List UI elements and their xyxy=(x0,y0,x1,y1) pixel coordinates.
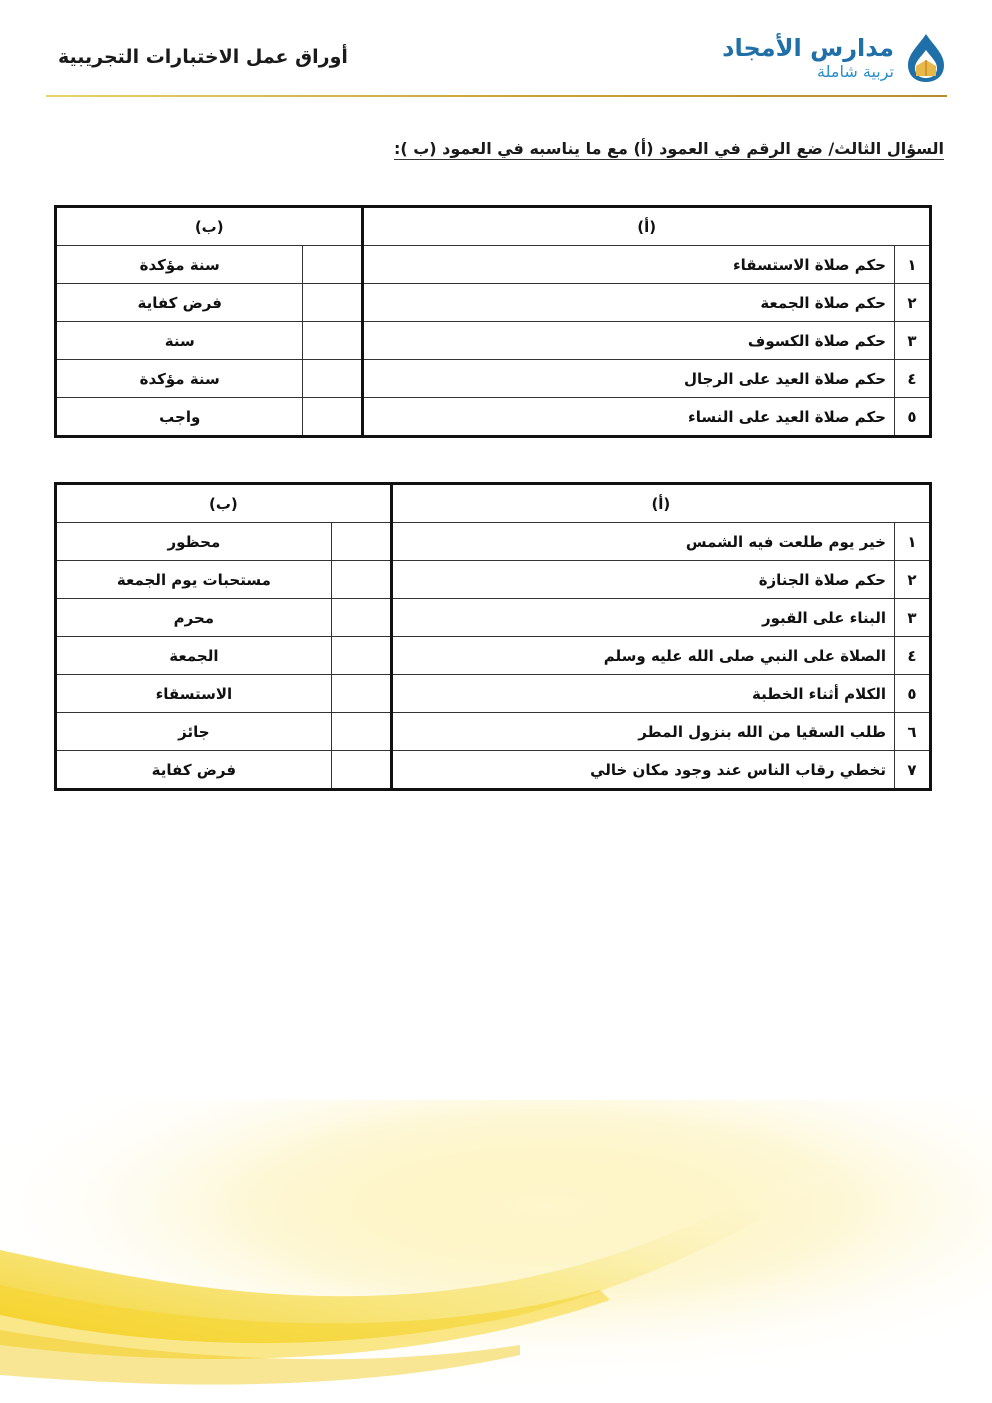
logo-main-text: مدارس الأمجاد xyxy=(722,34,894,62)
answer-blank[interactable] xyxy=(303,284,363,322)
table-row xyxy=(56,675,931,713)
table-row xyxy=(56,322,931,360)
column-b-cell: الاستسقاء xyxy=(56,675,332,713)
column-a-cell: خير يوم طلعت فيه الشمس xyxy=(391,523,894,561)
matching-table-2 xyxy=(54,482,932,791)
column-a-cell: الكلام أثناء الخطبة xyxy=(391,675,894,713)
row-number: ١ xyxy=(895,523,931,561)
matching-table-1 xyxy=(54,205,932,438)
column-a-cell: حكم صلاة العيد على الرجال xyxy=(363,360,895,398)
answer-blank[interactable] xyxy=(303,360,363,398)
column-b-cell: مستحبات يوم الجمعة xyxy=(56,561,332,599)
column-b-cell: فرض كفاية xyxy=(56,751,332,790)
column-a-cell: حكم صلاة العيد على النساء xyxy=(363,398,895,437)
answer-blank[interactable] xyxy=(303,246,363,284)
row-number: ١ xyxy=(895,246,931,284)
table-row xyxy=(56,246,931,284)
column-b-cell: محظور xyxy=(56,523,332,561)
row-number: ٣ xyxy=(895,599,931,637)
table-row xyxy=(56,284,931,322)
row-number: ٤ xyxy=(895,360,931,398)
table-row xyxy=(56,398,931,437)
column-a-cell: طلب السقيا من الله بنزول المطر xyxy=(391,713,894,751)
column-b-header: (ب) xyxy=(56,207,363,246)
table-row xyxy=(56,523,931,561)
header-divider xyxy=(46,95,947,97)
column-a-cell: الصلاة على النبي صلى الله عليه وسلم xyxy=(391,637,894,675)
table-row xyxy=(56,360,931,398)
row-number: ٥ xyxy=(895,675,931,713)
table-row xyxy=(56,713,931,751)
decorative-light-streak xyxy=(0,1100,992,1403)
column-b-cell: سنة مؤكدة xyxy=(56,246,303,284)
column-a-cell: البناء على القبور xyxy=(391,599,894,637)
logo-sub-text: تربية شاملة xyxy=(817,62,894,82)
answer-blank[interactable] xyxy=(331,523,391,561)
answer-blank[interactable] xyxy=(331,599,391,637)
answer-blank[interactable] xyxy=(331,637,391,675)
row-number: ٥ xyxy=(895,398,931,437)
column-a-header: (أ) xyxy=(363,207,931,246)
column-b-cell: جائز xyxy=(56,713,332,751)
column-b-cell: سنة xyxy=(56,322,303,360)
row-number: ٢ xyxy=(895,561,931,599)
row-number: ٧ xyxy=(895,751,931,790)
column-b-cell: سنة مؤكدة xyxy=(56,360,303,398)
answer-blank[interactable] xyxy=(331,675,391,713)
table-row xyxy=(56,751,931,790)
table-header-row xyxy=(56,484,931,523)
question-heading: السؤال الثالث/ ضع الرقم في العمود (أ) مع ما يناسبه في العمود (ب ): xyxy=(393,139,944,158)
row-number: ٢ xyxy=(895,284,931,322)
table-row xyxy=(56,599,931,637)
column-b-cell: واجب xyxy=(56,398,303,437)
row-number: ٦ xyxy=(895,713,931,751)
column-b-cell: محرم xyxy=(56,599,332,637)
row-number: ٤ xyxy=(895,637,931,675)
column-b-header: (ب) xyxy=(56,484,392,523)
table-header-row xyxy=(56,207,931,246)
column-b-cell: فرض كفاية xyxy=(56,284,303,322)
column-a-cell: تخطي رقاب الناس عند وجود مكان خالي xyxy=(391,751,894,790)
table-row xyxy=(56,637,931,675)
answer-blank[interactable] xyxy=(331,751,391,790)
page-title: أوراق عمل الاختبارات التجريبية xyxy=(58,46,348,68)
column-a-cell: حكم صلاة الجمعة xyxy=(363,284,895,322)
logo-drop-icon xyxy=(904,32,948,84)
column-a-cell: حكم صلاة الجنازة xyxy=(391,561,894,599)
answer-blank[interactable] xyxy=(331,713,391,751)
column-a-cell: حكم صلاة الاستسقاء xyxy=(363,246,895,284)
answer-blank[interactable] xyxy=(331,561,391,599)
school-logo xyxy=(722,30,948,86)
answer-blank[interactable] xyxy=(303,322,363,360)
column-a-cell: حكم صلاة الكسوف xyxy=(363,322,895,360)
column-b-cell: الجمعة xyxy=(56,637,332,675)
row-number: ٣ xyxy=(895,322,931,360)
column-a-header: (أ) xyxy=(391,484,930,523)
table-row xyxy=(56,561,931,599)
answer-blank[interactable] xyxy=(303,398,363,437)
